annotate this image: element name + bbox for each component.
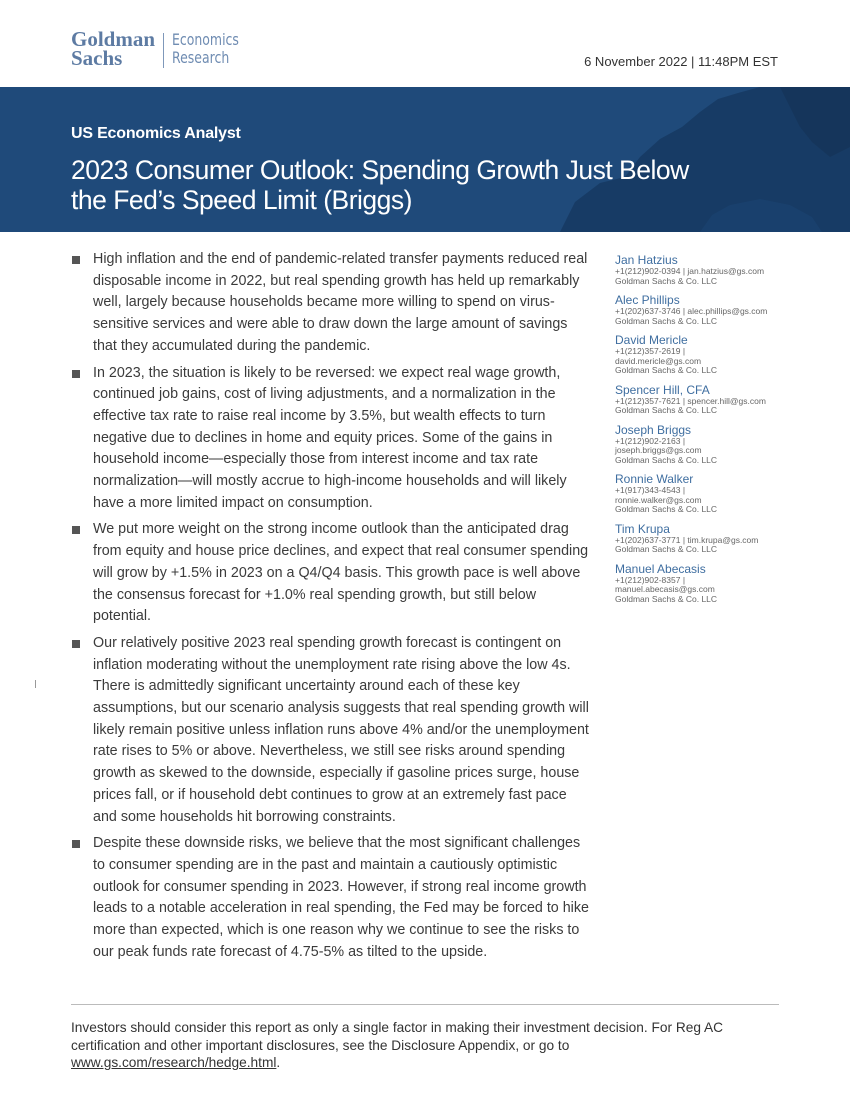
author-firm: Goldman Sachs & Co. LLC [615, 504, 718, 514]
report-date: 6 November 2022 | 11:48PM EST [584, 54, 778, 69]
author-entry [615, 424, 785, 466]
author-contact[interactable]: +1(202)637-3771 | tim.krupa@gs.com [615, 534, 759, 545]
author-name: Manuel Abecasis [615, 561, 706, 576]
author-entry [615, 473, 785, 515]
author-name: Tim Krupa [615, 521, 670, 536]
logo-wordmark: Goldman Sachs [71, 27, 156, 70]
square-bullet-icon [72, 370, 80, 378]
author-entry [615, 523, 785, 555]
margin-mark [35, 680, 36, 688]
logo-divider [163, 33, 164, 68]
summary-bullets [71, 249, 591, 969]
square-bullet-icon [72, 640, 80, 648]
author-name: Joseph Briggs [615, 422, 692, 437]
bullet-item: Despite these downside risks, we believe that the most significant challenges to consumer spending are in the past and maintain a cautiously optimistic outlook for consumer spending in 2023. However, if strong real income growth leads to a notable acceleration in real spending, the Fed may be forced to hike more than expected, which is one reason why we continue to see the risks to our peak funds rate forecast of 4.75-5% as tilted to the upside. [71, 833, 591, 963]
disclosure-link[interactable]: www.gs.com/research/hedge.html [71, 1055, 277, 1070]
author-name: David Mericle [615, 333, 688, 347]
author-firm: Goldman Sachs & Co. LLC [615, 593, 718, 604]
author-contact[interactable]: +1(212)902-8357 | manuel.abecasis@gs.com [615, 574, 715, 594]
author-name: Alec Phillips [615, 293, 680, 307]
footer-divider [71, 1004, 779, 1005]
author-firm: Goldman Sachs & Co. LLC [615, 454, 718, 465]
author-name: Ronnie Walker [615, 472, 694, 486]
author-list [615, 254, 785, 612]
author-entry [615, 254, 785, 286]
author-contact[interactable]: +1(212)902-2163 | joseph.briggs@gs.com [615, 435, 702, 455]
square-bullet-icon [72, 526, 80, 534]
author-entry [615, 294, 785, 326]
division-name: Economics Research [172, 30, 239, 67]
author-firm: Goldman Sachs & Co. LLC [615, 405, 718, 415]
report-title: 2023 Consumer Outlook: Spending Growth Just Below the Fed’s Speed Limit (Briggs) [71, 155, 689, 215]
author-contact[interactable]: +1(202)637-3746 | alec.phillips@gs.com [615, 306, 768, 316]
author-contact[interactable]: +1(212)357-2619 | david.mericle@gs.com [615, 346, 702, 366]
bullet-item: High inflation and the end of pandemic-related transfer payments reduced real disposable income in 2022, but real spending growth has held up remarkably well, largely because households became more willing to spend on virus-sensitive services and were able to draw down the large amount of savings that they accumulated during the pandemic. [71, 249, 591, 358]
author-name: Spencer Hill, CFA [615, 382, 710, 397]
author-firm: Goldman Sachs & Co. LLC [615, 275, 718, 286]
author-name: Jan Hatzius [615, 253, 678, 267]
author-contact[interactable]: +1(212)357-7621 | spencer.hill@gs.com [615, 395, 766, 406]
bullet-item: Our relatively positive 2023 real spending growth forecast is contingent on inflation moderating without the unemployment rate rising above the low 4s. There is admittedly significant uncertainty around each of these key assumptions, but our scenario analysis suggests that real spending growth will likely remain positive unless inflation runs above 4% and/or the unemployment rate rises to 5% or above. Nevertheless, we still see risks around spending growth as skewed to the downside, especially if gasoline prices surge, house prices fall, or if household debt continues to grow at an extremely fast pace and some households hit borrowing constraints. [71, 633, 591, 828]
title-banner [0, 87, 850, 232]
author-contact[interactable]: +1(212)902-0394 | jan.hatzius@gs.com [615, 266, 765, 276]
author-entry [615, 334, 785, 376]
bullet-item: We put more weight on the strong income outlook than the anticipated drag from equity and house price declines, and expect that real consumer spending will grow by +1.5% in 2023 on a Q4/Q4 basis. This growth pace is well above the consensus forecast for +1.0% real spending growth, but still below potential. [71, 519, 591, 628]
author-firm: Goldman Sachs & Co. LLC [615, 544, 718, 554]
author-firm: Goldman Sachs & Co. LLC [615, 365, 718, 375]
square-bullet-icon [72, 256, 80, 264]
square-bullet-icon [72, 840, 80, 848]
author-firm: Goldman Sachs & Co. LLC [615, 315, 718, 326]
bullet-item: In 2023, the situation is likely to be reversed: we expect real wage growth, continued job gains, cost of living adjustments, and a normalization in the effective tax rate to raise real income by 3.5%, but wealth effects to turn negative due to declines in home and equity prices. Some of the gains in household income—especially those from interest income and tax rate normalization—will mostly accrue to high-income households and will likely have a more limited impact on consumption. [71, 363, 591, 515]
author-entry [615, 563, 785, 605]
report-series: US Economics Analyst [71, 125, 241, 142]
author-contact[interactable]: +1(917)343-4543 | ronnie.walker@gs.com [615, 485, 702, 505]
disclaimer-text: Investors should consider this report as only a single factor in making their investment decision. For Reg AC certification and other important disclosures, see the Disclosure Appendix, or go to www.gs.com/research/hedge.html. [71, 1020, 723, 1070]
author-entry [615, 384, 785, 416]
